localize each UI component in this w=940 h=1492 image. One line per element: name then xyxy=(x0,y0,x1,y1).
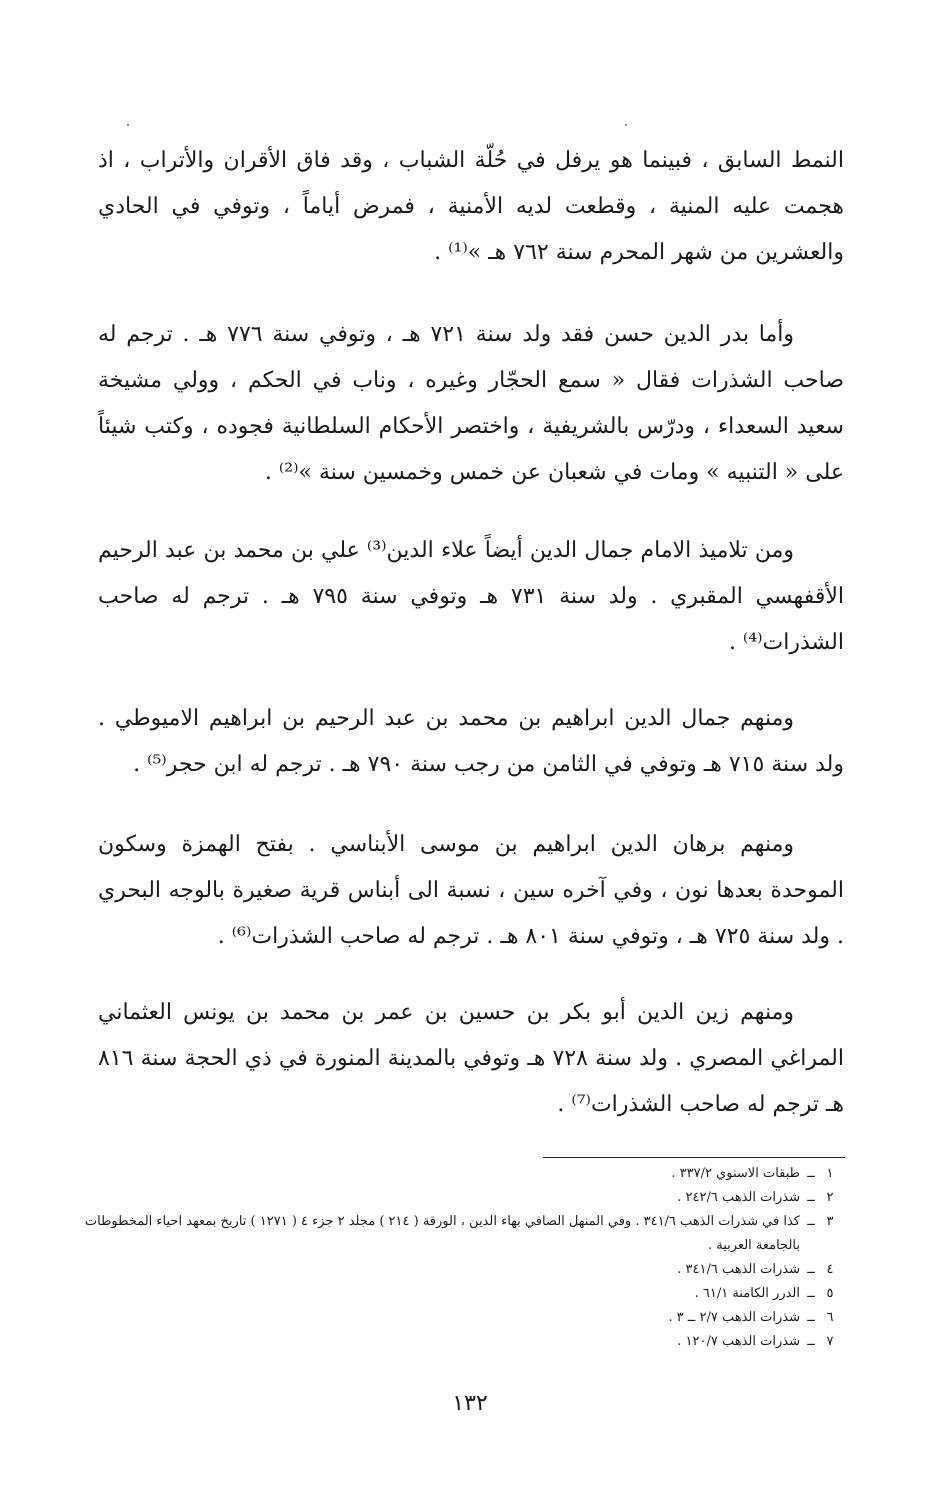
paragraph-6: ومنهم زين الدين أبو بكر بن حسين بن عمر بن محمد بن يونس العثماني المراغي المصري . ولد سنة ٧٢٨ هـ وتوفي بالمدينة المنورة في ذي الحجة سنة ٨١٦ هـ ترجم له صاحب الشذرات⁽⁷⁾ . xyxy=(98,1000,844,1117)
footnote-number: ٤ xyxy=(826,1262,834,1277)
footnote-dash: ــ xyxy=(807,1334,815,1349)
paragraph-4-block xyxy=(98,696,844,788)
footnote-4 xyxy=(78,1258,838,1282)
footnote-text: كذا في شذرات الذهب ٣٤١/٦ . وفي المنهل الصافي بهاء الدين ، الورقة ( ٢١٤ ) مجلد ٢ جزء ٤ ( ١٢٧١ ) تاريخ بمعهد احياء المخطوطات بالجامعة العربية . xyxy=(84,1214,800,1253)
paragraph-2: وأما بدر الدين حسن فقد ولد سنة ٧٢١ هـ ، وتوفي سنة ٧٧٦ هـ . ترجم له صاحب الشذرات فقال « سمع الحجّار وغيره ، وناب في الحكم ، وولي مشيخة سعيد السعداء ، ودرّس بالشريفية ، واختصر الأحكام السلطانية فجوده ، وكتب شيئاً على « التنبيه » ومات في شعبان عن خمس وخمسين سنة »⁽²⁾ . xyxy=(98,322,845,485)
footnote-number: ٦ xyxy=(826,1310,834,1325)
footnote-number: ٧ xyxy=(826,1334,834,1349)
footnote-dash: ــ xyxy=(807,1190,815,1205)
footnote-dash: ــ xyxy=(807,1262,815,1277)
footnote-6 xyxy=(78,1306,838,1330)
paragraph-3-block xyxy=(98,528,844,666)
footnote-text: شذرات الذهب ٢٤٢/٦ . xyxy=(677,1190,800,1205)
page-number: ١٣٢ xyxy=(452,1391,488,1416)
scan-speck xyxy=(625,124,627,126)
paragraph-6-block xyxy=(98,990,844,1128)
footnote-text: طبقات الاسنوي ٣٣٧/٢ . xyxy=(671,1166,800,1181)
paragraph-5: ومنهم برهان الدين ابراهيم بن موسى الأبناسي . بفتح الهمزة وسكون الموحدة بعدها نون ، وفي آخره سين ، نسبة الى أبناس قرية صغيرة بالوجه البحري . ولد سنة ٧٢٥ هـ ، وتوفي سنة ٨٠١ هـ . ترجم له صاحب الشذرات⁽⁶⁾ . xyxy=(98,832,844,949)
footnotes xyxy=(78,1162,838,1354)
paragraph-1-block xyxy=(98,138,844,276)
paragraph-2-block xyxy=(98,312,844,496)
footnote-dash: ــ xyxy=(807,1286,815,1301)
footnote-number: ١ xyxy=(826,1166,834,1181)
paragraph-3: ومن تلاميذ الامام جمال الدين أيضاً علاء الدين⁽³⁾ علي بن محمد بن عبد الرحيم الأقفهسي المقبري . ولد سنة ٧٣١ هـ وتوفي سنة ٧٩٥ هـ . ترجم له صاحب الشذرات⁽⁴⁾ . xyxy=(98,538,845,655)
footnote-5 xyxy=(78,1282,838,1306)
footnote-text: شذرات الذهب ٢/٧ ــ ٣ . xyxy=(668,1310,800,1325)
footnote-number: ٣ xyxy=(826,1214,834,1229)
footnote-2 xyxy=(78,1186,838,1210)
paragraph-4: ومنهم جمال الدين ابراهيم بن محمد بن عبد الرحيم بن ابراهيم الاميوطي . ولد سنة ٧١٥ هـ وتوفي في الثامن من رجب سنة ٧٩٠ هـ . ترجم له ابن حجر⁽⁵⁾ . xyxy=(98,706,844,777)
footnote-dash: ــ xyxy=(807,1166,815,1181)
paragraph-5-block xyxy=(98,822,844,960)
footnote-1 xyxy=(78,1162,838,1186)
footnote-text: شذرات الذهب ٣٤١/٦ . xyxy=(677,1262,800,1277)
footnote-number: ٥ xyxy=(826,1286,834,1301)
scan-speck xyxy=(127,124,129,126)
footnote-dash: ــ xyxy=(807,1214,815,1229)
footnote-number: ٢ xyxy=(826,1190,834,1205)
paragraph-1: النمط السابق ، فبينما هو يرفل في حُلّة الشباب ، وقد فاق الأقران والأتراب ، اذ هجمت عليه المنية ، وقطعت لديه الأمنية ، فمرض أياماً ، وتوفي في الحادي والعشرين من شهر المحرم سنة ٧٦٢ هـ »⁽¹⁾ . xyxy=(98,148,845,265)
footnote-3 xyxy=(78,1210,838,1258)
footnote-7 xyxy=(78,1330,838,1354)
footnote-text: شذرات الذهب ١٢٠/٧ . xyxy=(677,1334,800,1349)
footnote-dash: ــ xyxy=(807,1310,815,1325)
footnote-text: الدرر الكامنة ٦١/١ . xyxy=(694,1286,800,1301)
footnote-separator xyxy=(543,1157,845,1158)
